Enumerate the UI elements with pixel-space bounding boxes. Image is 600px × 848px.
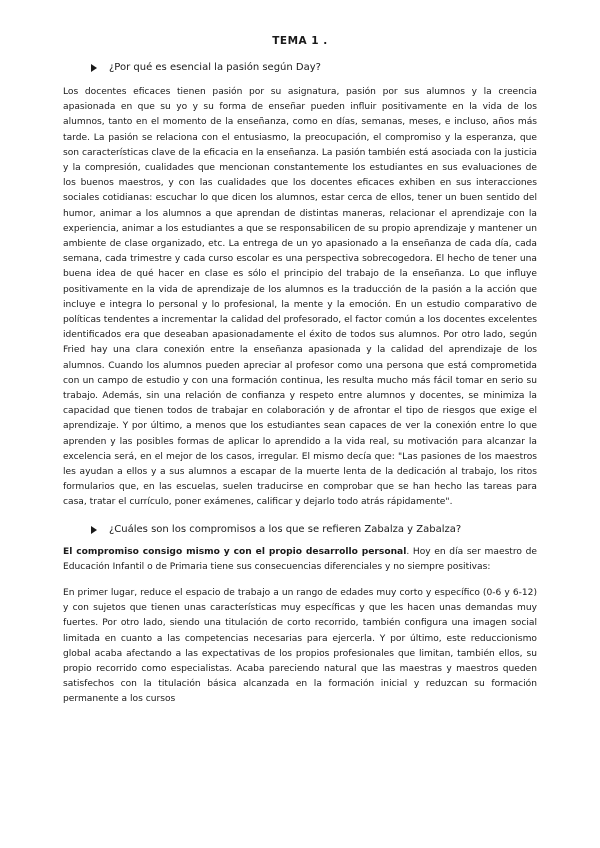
paragraph-2 <box>63 545 537 575</box>
paragraph-2-heading: El compromiso consigo mismo y con el propio desarrollo personal <box>63 547 407 557</box>
question-1 <box>91 62 321 73</box>
question-2 <box>91 524 461 535</box>
arrow-bullet-icon <box>91 64 97 72</box>
paragraph-3: En primer lugar, reduce el espacio de trabajo a un rango de edades muy corto y específico (0-6 y 6-12) y con sujetos que tienen unas características muy específicas y que les hacen unas demandas muy fuertes. Por otro lado, siendo una titulación de corto recorrido, también configura una imagen social limitada en cuanto a las competencias necesarias para ejercerla. Y por último, este reduccionismo global acaba afectando a las expectativas de los propios profesionales que limitan, también ellos, su propio recorrido como especialistas. Acaba pareciendo natural que las maestras y maestros queden satisfechos con la titulación básica alcanzada en la formación inicial y reduzcan su formación permanente a los cursos <box>63 588 537 705</box>
paragraph-2-text: . Hoy en día ser maestro de Educación Infantil o de Primaria tiene sus consecuencias diferenciales y no siempre positivas: <box>63 547 537 573</box>
paragraph-1: Los docentes eficaces tienen pasión por su asignatura, pasión por sus alumnos y la creencia apasionada en que su yo y su forma de enseñar pueden influir positivamente en la vida de los alumnos, tanto en el momento de la enseñanza, como en días, semanas, meses, e incluso, años más tarde. La pasión se relaciona con el entusiasmo, la preocupación, el compromiso y la esperanza, que son características clave de la eficacia en la enseñanza. La pasión también está asociada con la justicia y la compresión, cualidades que mencionan constantemente los estudiantes en sus evaluaciones de los buenos maestros, y con las cualidades que los docentes eficaces exhiben en sus interacciones sociales cotidianas: escuchar lo que dicen los alumnos, estar cerca de ellos, tener un buen sentido del humor, animar a los alumnos a que aprendan de distintas maneras, relacionar el aprendizaje con la experiencia, animar a los estudiantes a que se responsabilicen de su propio aprendizaje y mantener un ambiente de clase organizado, etc. La entrega de un yo apasionado a la enseñanza de cada día, cada semana, cada trimestre y cada curso escolar es una perspectiva sobrecogedora. El hecho de tener una buena idea de qué hacer en clase es sólo el principio del trabajo de la enseñanza. Lo que influye positivamente en la vida de aprendizaje de los alumnos es la traducción de la pasión a la acción que incluye e integra lo personal y lo profesional, la mente y la emoción. En un estudio comparativo de políticas tendentes a incrementar la calidad del profesorado, el factor común a los docentes excelentes identificados era que deseaban apasionadamente el éxito de todos sus alumnos. Por otro lado, según Fried hay una clara conexión entre la enseñanza apasionada y la calidad del aprendizaje de los alumnos. Cuando los alumnos pueden apreciar al profesor como una persona que está comprometida con un campo de estudio y con una formación continua, les resulta mucho más fácil tomar en serio su trabajo. Además, sin una relación de confianza y respeto entre alumnos y docentes, se minimiza la capacidad que tienen todos de trabajar en colaboración y de afrontar el tipo de riesgos que exige el aprendizaje. Y por último, a menos que los estudiantes sean capaces de ver la conexión entre lo que aprenden y las posibles formas de aplicar lo aprendido a la vida real, su motivación para alcanzar la excelencia será, en el mejor de los casos, irregular. El mismo decía que: "Las pasiones de los maestros les ayudan a ellos y a sus alumnos a escapar de la muerte lenta de la dedicación al trabajo, los ritos formularios que, en las escuelas, suelen traducirse en comprobar que se han hecho las tareas para casa, tratar el currículo, poner exámenes, calificar y dejarlo todo atrás rápidamente". <box>63 87 537 508</box>
question-1-text: ¿Por qué es esencial la pasión según Day? <box>109 62 321 73</box>
arrow-bullet-icon <box>91 526 97 534</box>
question-2-text: ¿Cuáles son los compromisos a los que se refieren Zabalza y Zabalza? <box>109 524 462 535</box>
page-title: TEMA 1 . <box>272 35 328 47</box>
